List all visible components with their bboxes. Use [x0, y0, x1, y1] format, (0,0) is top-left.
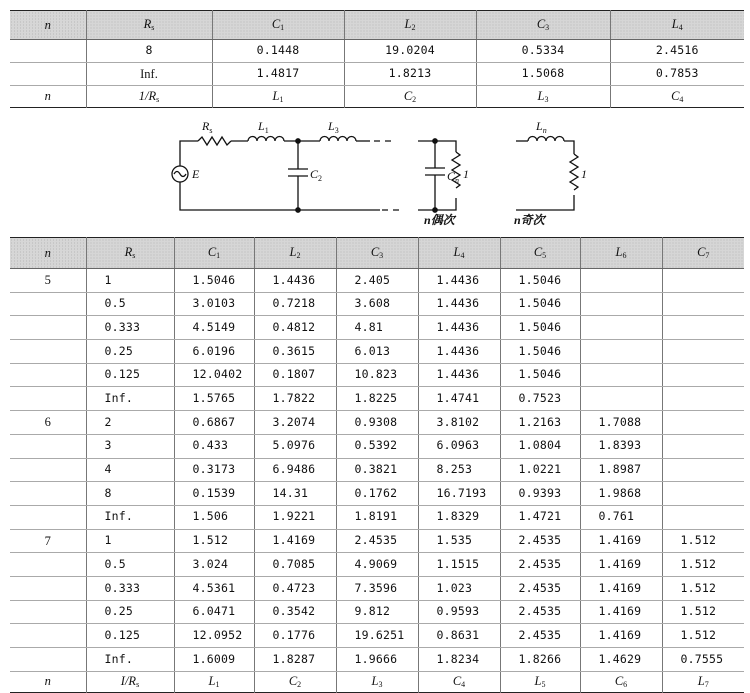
order-cell: 5	[10, 269, 86, 293]
value-cell	[580, 340, 662, 364]
value-cell: 1.512	[174, 529, 254, 553]
order-cell	[10, 292, 86, 316]
order-cell	[10, 316, 86, 340]
value-cell: 1.4436	[254, 269, 336, 293]
footer-inv-rs: $I/R_s$	[86, 671, 174, 692]
inductor-ln-icon	[528, 137, 564, 142]
odd-order-label: n奇次	[514, 213, 545, 227]
table-row	[10, 600, 744, 624]
value-cell: 1.5046	[500, 316, 580, 340]
cell: 19.0204	[344, 40, 476, 63]
footer-l7: $L_7$	[662, 671, 744, 692]
value-cell: 0.433	[174, 434, 254, 458]
footer-n: n	[10, 671, 86, 692]
value-cell: 1.4436	[418, 340, 500, 364]
value-cell: 0.9393	[500, 482, 580, 506]
value-cell	[662, 411, 744, 435]
value-cell: 0.761	[580, 505, 662, 529]
table-row	[10, 387, 744, 411]
value-cell: 1.8225	[336, 387, 418, 411]
source-resistor-icon	[198, 137, 231, 145]
table-row	[10, 316, 744, 340]
header-l4: $L_4$	[610, 11, 744, 40]
value-cell: 1.4721	[500, 505, 580, 529]
l3-label: $L_3$	[328, 119, 339, 135]
table-row	[10, 648, 744, 672]
value-cell: 2.4535	[500, 600, 580, 624]
l1-label: $L_1$	[258, 119, 269, 135]
cell: 1.5068	[476, 63, 610, 86]
header-c7: $C_7$	[662, 238, 744, 269]
table-header-row	[10, 238, 744, 269]
value-cell: 6.0196	[174, 340, 254, 364]
value-cell: 0.7085	[254, 553, 336, 577]
cell: Inf.	[86, 63, 212, 86]
cell: 1.8213	[344, 63, 476, 86]
table-row	[10, 553, 744, 577]
value-cell: 1.512	[662, 624, 744, 648]
table-row	[10, 434, 744, 458]
value-cell: 6.0963	[418, 434, 500, 458]
table-row	[10, 292, 744, 316]
cell	[10, 40, 86, 63]
header-c3: $C_3$	[476, 11, 610, 40]
value-cell: 1.8393	[580, 434, 662, 458]
value-cell: 3.0103	[174, 292, 254, 316]
footer-l3: $L_3$	[336, 671, 418, 692]
value-cell: 1.023	[418, 576, 500, 600]
table-row	[10, 411, 744, 435]
load-right-label: 1	[581, 167, 587, 181]
value-cell: 0.4723	[254, 576, 336, 600]
value-cell: 0.9308	[336, 411, 418, 435]
value-cell	[662, 269, 744, 293]
value-cell: 2.4535	[500, 624, 580, 648]
filter-values-table-top	[10, 10, 744, 108]
value-cell: 4.5149	[174, 316, 254, 340]
footer-l3: $L_3$	[476, 86, 610, 108]
value-cell: 0.1776	[254, 624, 336, 648]
value-cell: 1.9868	[580, 482, 662, 506]
cell: 2.4516	[610, 40, 744, 63]
value-cell: 6.0471	[174, 600, 254, 624]
rs-cell: Inf.	[86, 648, 174, 672]
value-cell: 1.8287	[254, 648, 336, 672]
footer-c4: $C_4$	[610, 86, 744, 108]
value-cell: 1.512	[662, 529, 744, 553]
value-cell: 3.608	[336, 292, 418, 316]
value-cell: 5.0976	[254, 434, 336, 458]
footer-l1: $L_1$	[212, 86, 344, 108]
footer-inv-rs: $1/R_s$	[86, 86, 212, 108]
value-cell: 1.8329	[418, 505, 500, 529]
table-row	[10, 505, 744, 529]
source-label: E	[192, 167, 200, 181]
order-cell: 6	[10, 411, 86, 435]
value-cell: 7.3596	[336, 576, 418, 600]
value-cell: 1.8191	[336, 505, 418, 529]
value-cell	[580, 387, 662, 411]
header-c1: $C_1$	[174, 238, 254, 269]
value-cell: 12.0952	[174, 624, 254, 648]
load-left-label: 1	[463, 167, 469, 181]
order-cell	[10, 505, 86, 529]
rs-cell: 3	[86, 434, 174, 458]
rs-cell: 0.5	[86, 553, 174, 577]
order-cell	[10, 434, 86, 458]
cell: 1.4817	[212, 63, 344, 86]
value-cell: 10.823	[336, 363, 418, 387]
value-cell: 1.5046	[500, 340, 580, 364]
rs-cell: 0.125	[86, 624, 174, 648]
header-l2: $L_2$	[344, 11, 476, 40]
rs-cell: 0.333	[86, 576, 174, 600]
value-cell	[662, 482, 744, 506]
value-cell	[662, 434, 744, 458]
value-cell: 1.512	[662, 553, 744, 577]
table-row	[10, 529, 744, 553]
table-row	[10, 458, 744, 482]
value-cell: 2.4535	[336, 529, 418, 553]
rs-cell: 0.5	[86, 292, 174, 316]
rs-cell: 1	[86, 529, 174, 553]
value-cell: 0.7523	[500, 387, 580, 411]
value-cell: 1.4169	[254, 529, 336, 553]
value-cell: 1.5046	[500, 269, 580, 293]
value-cell: 0.3615	[254, 340, 336, 364]
order-cell	[10, 482, 86, 506]
footer-l1: $L_1$	[174, 671, 254, 692]
value-cell: 0.7218	[254, 292, 336, 316]
value-cell: 4.9069	[336, 553, 418, 577]
value-cell: 1.0221	[500, 458, 580, 482]
rs-cell: Inf.	[86, 505, 174, 529]
value-cell	[662, 458, 744, 482]
cell	[10, 63, 86, 86]
inductor-l3-icon	[320, 137, 356, 142]
header-l6: $L_6$	[580, 238, 662, 269]
rs-cell: 0.25	[86, 600, 174, 624]
table-row	[10, 576, 744, 600]
footer-c2: $C_2$	[344, 86, 476, 108]
value-cell: 1.5046	[500, 292, 580, 316]
value-cell: 1.9221	[254, 505, 336, 529]
value-cell: 1.4629	[580, 648, 662, 672]
value-cell	[580, 269, 662, 293]
value-cell: 4.81	[336, 316, 418, 340]
value-cell: 1.4169	[580, 600, 662, 624]
value-cell: 1.4436	[418, 363, 500, 387]
rs-cell: 8	[86, 482, 174, 506]
value-cell: 1.512	[662, 600, 744, 624]
header-n: n	[10, 11, 86, 40]
order-cell	[10, 340, 86, 364]
rs-cell: 0.25	[86, 340, 174, 364]
value-cell	[662, 363, 744, 387]
value-cell: 0.3173	[174, 458, 254, 482]
header-c3: $C_3$	[336, 238, 418, 269]
value-cell	[580, 292, 662, 316]
footer-n: n	[10, 86, 86, 108]
value-cell: 0.9593	[418, 600, 500, 624]
value-cell: 12.0402	[174, 363, 254, 387]
header-n: n	[10, 238, 86, 269]
value-cell: 1.7088	[580, 411, 662, 435]
value-cell	[662, 387, 744, 411]
table-footer-row	[10, 671, 744, 692]
header-c1: $C_1$	[212, 11, 344, 40]
value-cell: 0.1807	[254, 363, 336, 387]
value-cell: 3.8102	[418, 411, 500, 435]
table-row	[10, 63, 744, 86]
value-cell: 3.2074	[254, 411, 336, 435]
table-body	[10, 269, 744, 672]
value-cell: 1.4169	[580, 529, 662, 553]
value-cell: 1.4169	[580, 576, 662, 600]
rs-cell: 2	[86, 411, 174, 435]
capacitor-c2-icon	[288, 141, 308, 210]
ladder-filter-circuit-diagram	[160, 110, 590, 230]
value-cell: 1.8234	[418, 648, 500, 672]
table-row	[10, 624, 744, 648]
order-cell	[10, 624, 86, 648]
rs-label: $R_s$	[202, 119, 213, 135]
value-cell: 14.31	[254, 482, 336, 506]
value-cell	[662, 292, 744, 316]
rs-cell: 4	[86, 458, 174, 482]
table-row	[10, 40, 744, 63]
order-cell	[10, 576, 86, 600]
value-cell: 1.5046	[500, 363, 580, 387]
header-rs: $R_s$	[86, 238, 174, 269]
table-row	[10, 269, 744, 293]
value-cell: 1.1515	[418, 553, 500, 577]
footer-c4: $C_4$	[418, 671, 500, 692]
filter-values-table-main	[10, 237, 744, 693]
value-cell: 0.5392	[336, 434, 418, 458]
value-cell: 1.4436	[418, 292, 500, 316]
value-cell: 1.4741	[418, 387, 500, 411]
odd-order-termination	[516, 137, 578, 211]
value-cell: 0.4812	[254, 316, 336, 340]
value-cell: 1.4436	[418, 316, 500, 340]
value-cell: 1.6009	[174, 648, 254, 672]
value-cell: 1.8266	[500, 648, 580, 672]
value-cell: 1.506	[174, 505, 254, 529]
value-cell: 9.812	[336, 600, 418, 624]
value-cell: 6.013	[336, 340, 418, 364]
header-rs: $R_s$	[86, 11, 212, 40]
value-cell: 2.4535	[500, 576, 580, 600]
value-cell	[580, 363, 662, 387]
order-cell: 7	[10, 529, 86, 553]
inductor-l1-icon	[248, 137, 284, 142]
value-cell: 16.7193	[418, 482, 500, 506]
rs-cell: 1	[86, 269, 174, 293]
table-footer-row	[10, 86, 744, 108]
value-cell: 1.4169	[580, 624, 662, 648]
c2-label: $C_2$	[310, 167, 323, 183]
value-cell: 0.1539	[174, 482, 254, 506]
value-cell	[662, 505, 744, 529]
order-cell	[10, 648, 86, 672]
value-cell: 2.405	[336, 269, 418, 293]
value-cell: 0.6867	[174, 411, 254, 435]
footer-c6: $C_6$	[580, 671, 662, 692]
footer-l5: $L_5$	[500, 671, 580, 692]
value-cell: 0.1762	[336, 482, 418, 506]
cn-label: $C_n$	[447, 169, 460, 185]
value-cell	[662, 340, 744, 364]
value-cell	[580, 316, 662, 340]
header-c5: $C_5$	[500, 238, 580, 269]
order-cell	[10, 363, 86, 387]
value-cell: 3.024	[174, 553, 254, 577]
value-cell: 1.535	[418, 529, 500, 553]
header-l4: $L_4$	[418, 238, 500, 269]
value-cell: 1.512	[662, 576, 744, 600]
rs-cell: 0.333	[86, 316, 174, 340]
order-cell	[10, 553, 86, 577]
value-cell: 0.3821	[336, 458, 418, 482]
value-cell: 4.5361	[174, 576, 254, 600]
value-cell: 1.9666	[336, 648, 418, 672]
order-cell	[10, 387, 86, 411]
value-cell: 1.5046	[174, 269, 254, 293]
cell: 0.7853	[610, 63, 744, 86]
cell: 0.5334	[476, 40, 610, 63]
value-cell: 1.4169	[580, 553, 662, 577]
cell: 0.1448	[212, 40, 344, 63]
value-cell: 1.8987	[580, 458, 662, 482]
header-l2: $L_2$	[254, 238, 336, 269]
order-cell	[10, 458, 86, 482]
table-header-row	[10, 11, 744, 40]
order-cell	[10, 600, 86, 624]
value-cell: 19.6251	[336, 624, 418, 648]
voltage-source-icon	[172, 166, 188, 182]
value-cell: 8.253	[418, 458, 500, 482]
rs-cell: 0.125	[86, 363, 174, 387]
value-cell: 1.2163	[500, 411, 580, 435]
value-cell: 1.0804	[500, 434, 580, 458]
value-cell	[662, 316, 744, 340]
footer-c2: $C_2$	[254, 671, 336, 692]
table-row	[10, 363, 744, 387]
value-cell: 6.9486	[254, 458, 336, 482]
table-row	[10, 340, 744, 364]
value-cell: 2.4535	[500, 553, 580, 577]
ln-label: $L_n$	[536, 119, 547, 135]
value-cell: 0.3542	[254, 600, 336, 624]
value-cell: 1.7822	[254, 387, 336, 411]
value-cell: 2.4535	[500, 529, 580, 553]
value-cell: 1.4436	[418, 269, 500, 293]
value-cell: 0.8631	[418, 624, 500, 648]
table-row	[10, 482, 744, 506]
rs-cell: Inf.	[86, 387, 174, 411]
even-order-label: n偶次	[424, 213, 455, 227]
value-cell: 1.5765	[174, 387, 254, 411]
value-cell: 0.7555	[662, 648, 744, 672]
cell: 8	[86, 40, 212, 63]
